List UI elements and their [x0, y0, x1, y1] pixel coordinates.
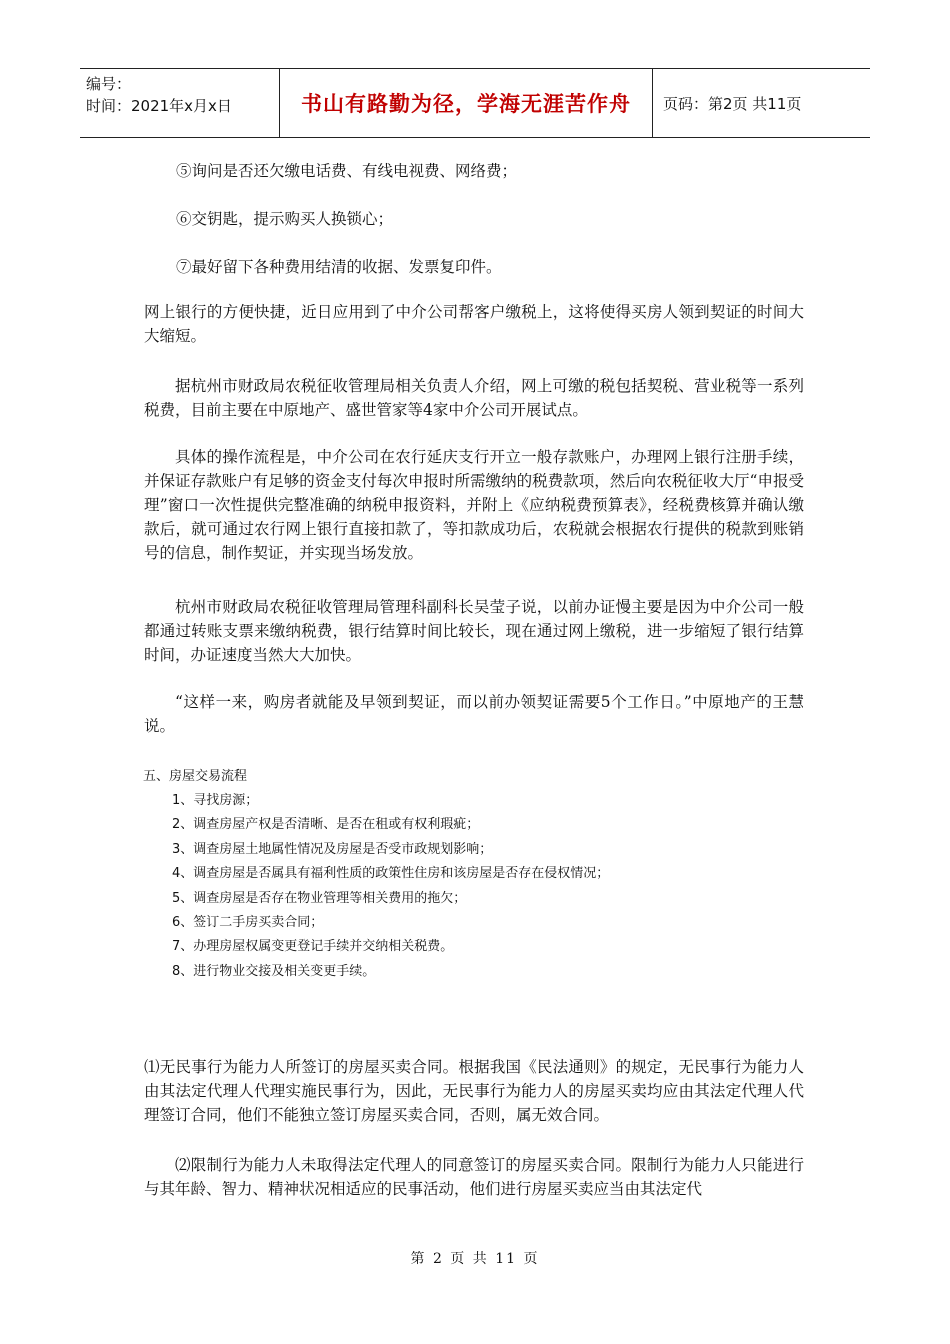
paragraph: 具体的操作流程是，中介公司在农行延庆支行开立一般存款账户，办理网上银行注册手续，并保证存款账户有足够的资金支付每次申报时所需缴纳的税费款项，然后向农税征收大厅“申报受理”窗口一次性提供完整准确的纳税申报资料，并附上《应纳税费预算表》，经税费核算并确认缴款后，就可通过农行网上银行直接扣款了，等扣款成功后，农税就会根据农行提供的税款到账销号的信息，制作契证，并实现当场发放。: [144, 448, 804, 562]
paragraph: 网上银行的方便快捷，近日应用到了中介公司帮客户缴税上，这将使得买房人领到契证的时间大大缩短。: [144, 303, 804, 345]
list-item: 4、调查房屋是否属具有福利性质的政策性住房和该房屋是否存在侵权情况；: [172, 866, 610, 881]
list-item: 2、调查房屋产权是否清晰、是否在租或有权利瑕疵；: [172, 817, 480, 832]
header-motto: 书山有路勤为径，学海无涯苦作舟: [280, 69, 653, 137]
list-item: 3、调查房屋土地属性情况及房屋是否受市政规划影响；: [172, 842, 493, 857]
paragraph: “这样一来，购房者就能及早领到契证，而以前办领契证需要5个工作日。”中原地产的王慧说。: [144, 693, 804, 735]
paragraph: 杭州市财政局农税征收管理局管理科副科长吴莹子说，以前办证慢主要是因为中介公司一般都通过转账支票来缴纳税费，银行结算时间比较长，现在通过网上缴税，进一步缩短了银行结算时间，办证速度当然大大加快。: [144, 598, 804, 664]
paragraph: 据杭州市财政局农税征收管理局相关负责人介绍，网上可缴的税包括契税、营业税等一系列税费，目前主要在中原地产、盛世管家等4家中介公司开展试点。: [144, 377, 804, 419]
list-item: 7、办理房屋权属变更登记手续并交纳相关税费。: [172, 939, 454, 954]
document-time: 时间：2021年x月x日: [86, 97, 232, 115]
page-footer: 第 2 页 共 11 页: [410, 1251, 540, 1267]
checklist-item: ⑥交钥匙，提示购买人换锁心；: [176, 210, 394, 228]
header-meta: [80, 69, 280, 137]
header-page-info: 页码：第2页 共11页: [663, 94, 802, 113]
checklist-item: ⑦最好留下各种费用结清的收据、发票复印件。: [176, 258, 502, 276]
document-code: 编号：: [86, 75, 132, 93]
checklist-item: ⑤询问是否还欠缴电话费、有线电视费、网络费；: [176, 162, 518, 180]
section-title: 五、房屋交易流程: [143, 769, 248, 784]
contract-paragraph: ⑴无民事行为能力人所签订的房屋买卖合同。根据我国《民法通则》的规定，无民事行为能力人由其法定代理人代理实施民事行为，因此，无民事行为能力人的房屋买卖均应由其法定代理人代理签订合同，他们不能独立签订房屋买卖合同，否则，属无效合同。: [144, 1058, 804, 1124]
list-item: 5、调查房屋是否存在物业管理等相关费用的拖欠；: [172, 891, 467, 906]
contract-paragraph: ⑵限制行为能力人未取得法定代理人的同意签订的房屋买卖合同。限制行为能力人只能进行与其年龄、智力、精神状况相适应的民事活动，他们进行房屋买卖应当由其法定代: [144, 1156, 804, 1198]
list-item: 6、签订二手房买卖合同；: [172, 915, 324, 930]
list-item: 1、寻找房源；: [172, 793, 259, 808]
list-item: 8、进行物业交接及相关变更手续。: [172, 964, 376, 979]
page-header: [80, 68, 870, 138]
